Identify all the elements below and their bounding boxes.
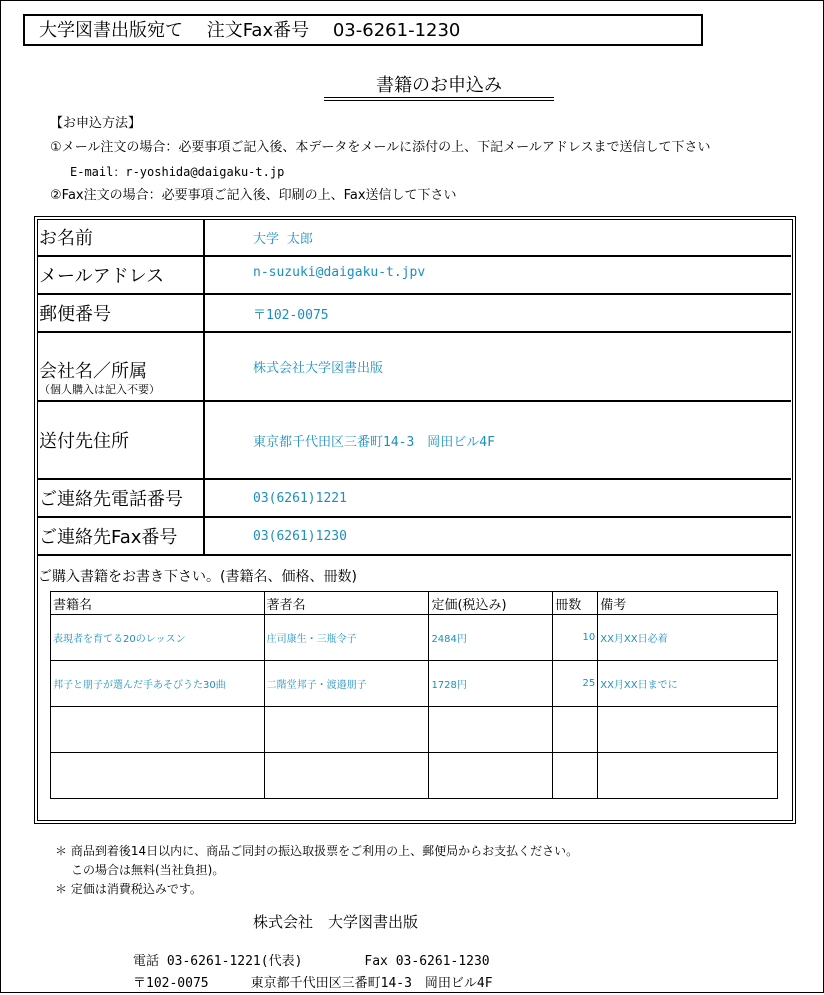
company-field[interactable]: 株式会社大学図書出版 <box>253 361 384 376</box>
table-row <box>51 661 778 707</box>
fax-label: 注文Fax番号 <box>206 20 310 41</box>
phone-field[interactable]: 03(6261)1221 <box>253 490 347 506</box>
how-to-email-method: ①メール注文の場合：必要事項ご記入後、本データをメールに添付の上、下記メールアドレスまで送信して下さい <box>50 140 711 155</box>
book-title-cell[interactable]: 邦子と朋子が選んだ手あそびうた30曲 <box>51 661 265 707</box>
row-name <box>37 219 791 257</box>
footer-postal: 〒102-0075 <box>133 976 209 991</box>
book-author-cell[interactable]: 二階堂邦子・渡邉朋子 <box>264 661 429 707</box>
order-email: E-mail：r-yoshida@daigaku-t.jp <box>70 165 285 179</box>
footer-fax: Fax 03-6261-1230 <box>364 954 490 969</box>
book-remarks-cell[interactable]: XX月XX日までに <box>598 661 778 707</box>
row-email <box>37 257 791 295</box>
col-qty: 冊数 <box>553 592 598 615</box>
how-to-fax-method: ②Fax注文の場合：必要事項ご記入後、印刷の上、Fax送信して下さい <box>50 188 457 203</box>
notes <box>55 842 578 899</box>
row-fax <box>37 518 791 556</box>
book-qty-cell[interactable]: 25 <box>553 661 598 707</box>
book-remarks-cell[interactable] <box>598 707 778 753</box>
note-tax: ＊ 定価は消費税込みです。 <box>55 882 202 896</box>
table-row <box>51 615 778 661</box>
book-price-cell[interactable] <box>429 707 553 753</box>
postal-label: 郵便番号 <box>37 295 205 331</box>
email-label: メールアドレス <box>37 257 205 293</box>
books-caption: ご購入書籍をお書き下さい。(書籍名、価格、冊数) <box>38 569 357 585</box>
note-payment: ＊ 商品到着後14日以内に、商品ご同封の振込取扱票をご利用の上、郵便局からお支払ください。 <box>55 844 579 858</box>
footer-company: 株式会社 大学図書出版 <box>253 913 419 931</box>
book-remarks-cell[interactable]: XX月XX日必着 <box>598 615 778 661</box>
address-label: 送付先住所 <box>37 402 205 478</box>
company-sub-label: （個人購入は記入不要） <box>39 383 160 396</box>
fax-number: 03-6261-1230 <box>332 20 461 41</box>
books-header-row <box>51 592 778 615</box>
footer-phone: 電話 03-6261-1221(代表) <box>133 954 303 969</box>
name-field[interactable]: 大学 太郎 <box>253 231 313 247</box>
how-to-heading: 【お申込方法】 <box>50 116 142 131</box>
books-table <box>50 591 778 799</box>
book-price-cell[interactable]: 1728円 <box>429 661 553 707</box>
book-qty-cell[interactable] <box>553 707 598 753</box>
fax-label: ご連絡先Fax番号 <box>37 518 205 554</box>
postal-field[interactable]: 〒102-0075 <box>253 307 329 323</box>
book-author-cell[interactable]: 庄司康生・三瓶令子 <box>264 615 429 661</box>
table-row <box>51 707 778 753</box>
fax-header-box <box>23 14 703 46</box>
book-price-cell[interactable]: 2484円 <box>429 615 553 661</box>
addressee: 大学図書出版宛て <box>39 20 183 41</box>
col-author: 著者名 <box>264 592 429 615</box>
col-remarks: 備考 <box>598 592 778 615</box>
company-label: 会社名／所属 <box>39 361 147 382</box>
address-field[interactable]: 東京都千代田区三番町14-3 岡田ビル4F <box>253 434 495 450</box>
book-remarks-cell[interactable] <box>598 753 778 799</box>
row-phone <box>37 480 791 518</box>
fax-field[interactable]: 03(6261)1230 <box>253 528 347 544</box>
name-label: お名前 <box>37 219 205 255</box>
book-price-cell[interactable] <box>429 753 553 799</box>
page-title: 書籍のお申込み <box>376 75 502 96</box>
book-title-cell[interactable] <box>51 707 265 753</box>
book-qty-cell[interactable] <box>553 753 598 799</box>
title-underline <box>324 97 554 98</box>
title-underline-2 <box>324 100 554 101</box>
how-to-order <box>50 112 711 208</box>
book-author-cell[interactable] <box>264 753 429 799</box>
book-title-cell[interactable]: 表現者を育てる20のレッスン <box>51 615 265 661</box>
book-qty-cell[interactable]: 10 <box>553 615 598 661</box>
company-label-cell <box>37 333 205 400</box>
footer-address: 東京都千代田区三番町14-3 岡田ビル4F <box>250 976 493 991</box>
footer-contact <box>133 951 493 995</box>
table-row <box>51 753 778 799</box>
book-author-cell[interactable] <box>264 707 429 753</box>
note-payment-free: この場合は無料(当社負担)。 <box>71 863 225 877</box>
email-field[interactable]: n-suzuki@daigaku-t.jpv <box>253 265 426 280</box>
book-title-cell[interactable] <box>51 753 265 799</box>
row-company <box>37 333 791 402</box>
phone-label: ご連絡先電話番号 <box>37 480 205 516</box>
row-postal <box>37 295 791 333</box>
row-address <box>37 402 791 480</box>
col-price: 定価(税込み) <box>429 592 553 615</box>
col-title: 書籍名 <box>51 592 265 615</box>
